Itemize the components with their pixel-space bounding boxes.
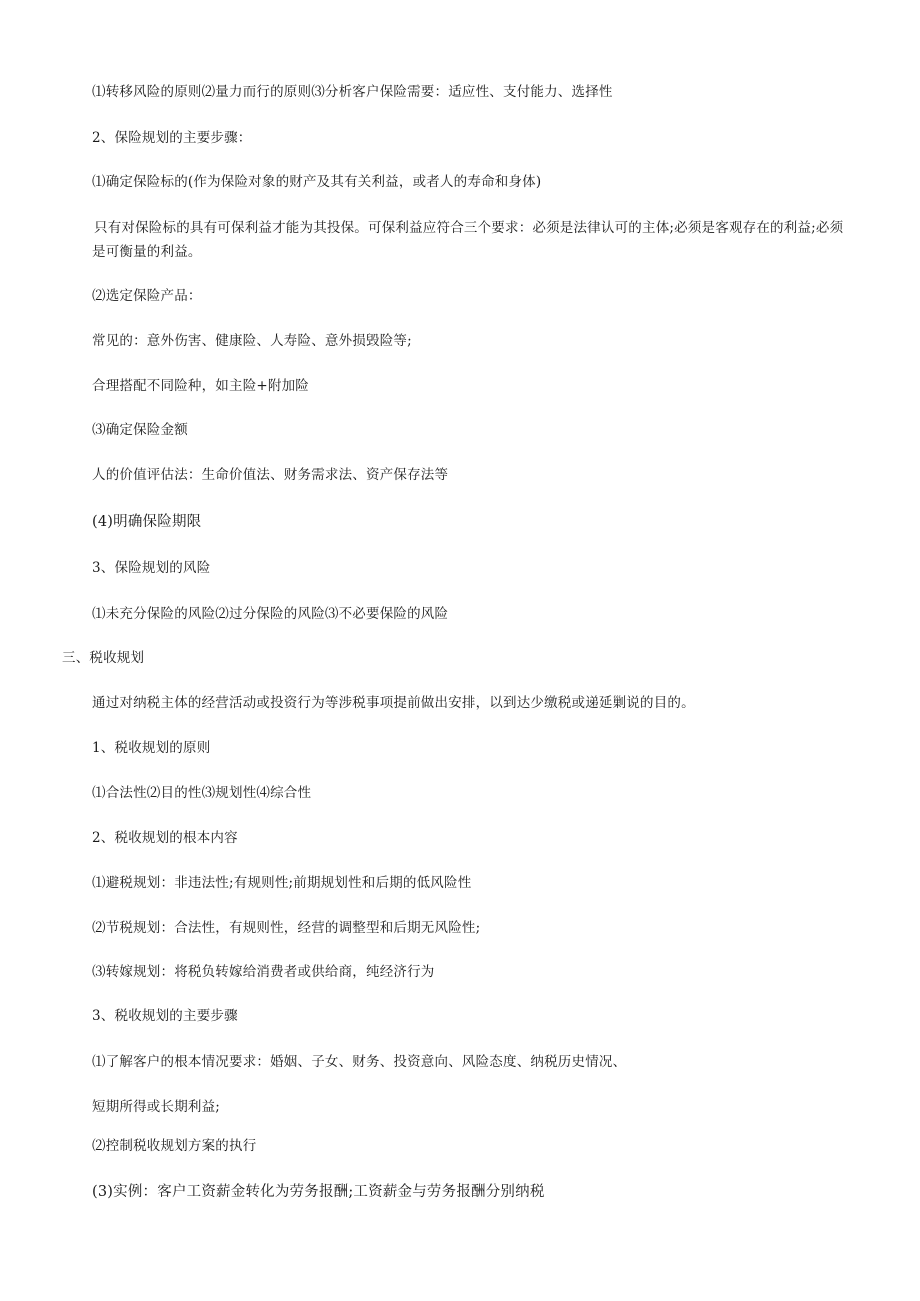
paragraph-tax-principles: ⑴合法性⑵目的性⑶规划性⑷综合性	[92, 784, 312, 801]
heading-tax-principles: 1、税收规划的原则	[92, 739, 211, 756]
heading-insurance-steps: 2、保险规划的主要步骤：	[92, 129, 252, 146]
paragraph-common-products: 常见的：意外伤害、健康险、人寿险、意外损毁险等;	[92, 332, 412, 349]
paragraph-value-assessment: 人的价值评估法：生命价值法、财务需求法、资产保存法等	[92, 466, 449, 483]
section-heading-tax-planning: 三、税收规划	[62, 649, 145, 666]
paragraph-combination: 合理搭配不同险种，如主险+附加险	[92, 377, 310, 394]
paragraph-client-situation-cont: 短期所得或长期利益;	[92, 1098, 221, 1115]
paragraph-client-situation: ⑴了解客户的根本情况要求：婚姻、子女、财务、投资意向、风险态度、纳税历史情况、	[92, 1053, 627, 1070]
paragraph-tax-avoidance: ⑴避税规划：非违法性;有规则性;前期规划性和后期的低风险性	[92, 874, 472, 891]
paragraph-select-products: ⑵选定保险产品：	[92, 287, 202, 304]
paragraph-insurance-principles: ⑴转移风险的原则⑵量力而行的原则⑶分析客户保险需要：适应性、支付能力、选择性	[92, 83, 613, 100]
heading-insurance-risks: 3、保险规划的风险	[92, 559, 211, 576]
paragraph-insured-amount: ⑶确定保险金额	[92, 421, 188, 438]
paragraph-tax-example: (3)实例：客户工资薪金转化为劳务报酬;工资薪金与劳务报酬分别纳税	[92, 1183, 545, 1200]
paragraph-tax-definition: 通过对纳税主体的经营活动或投资行为等涉税事项提前做出安排，以到达少缴税或递延剿说的目的。	[92, 694, 695, 711]
paragraph-control-execution: ⑵控制税收规划方案的执行	[92, 1137, 257, 1154]
paragraph-insurance-subject: ⑴确定保险标的(作为保险对象的财产及其有关利益，或者人的寿命和身体)	[92, 173, 542, 190]
paragraph-tax-shifting: ⑶转嫁规划：将税负转嫁给消费者或供给商，纯经济行为	[92, 963, 435, 980]
paragraph-tax-saving: ⑵节税规划：合法性，有规则性，经营的调整型和后期无风险性;	[92, 919, 481, 936]
paragraph-insurance-term: (4)明确保险期限	[92, 513, 202, 530]
paragraph-insurance-risks: ⑴未充分保险的风险⑵过分保险的风险⑶不必要保险的风险	[92, 605, 449, 622]
heading-tax-steps: 3、税收规划的主要步骤	[92, 1007, 238, 1024]
paragraph-insurable-interest: 只有对保险标的具有可保利益才能为其投保。可保利益应符合三个要求：必须是法律认可的主体;必须是客观存在的利益;必须是可衡量的利益。	[92, 219, 844, 260]
heading-tax-content: 2、税收规划的根本内容	[92, 829, 238, 846]
